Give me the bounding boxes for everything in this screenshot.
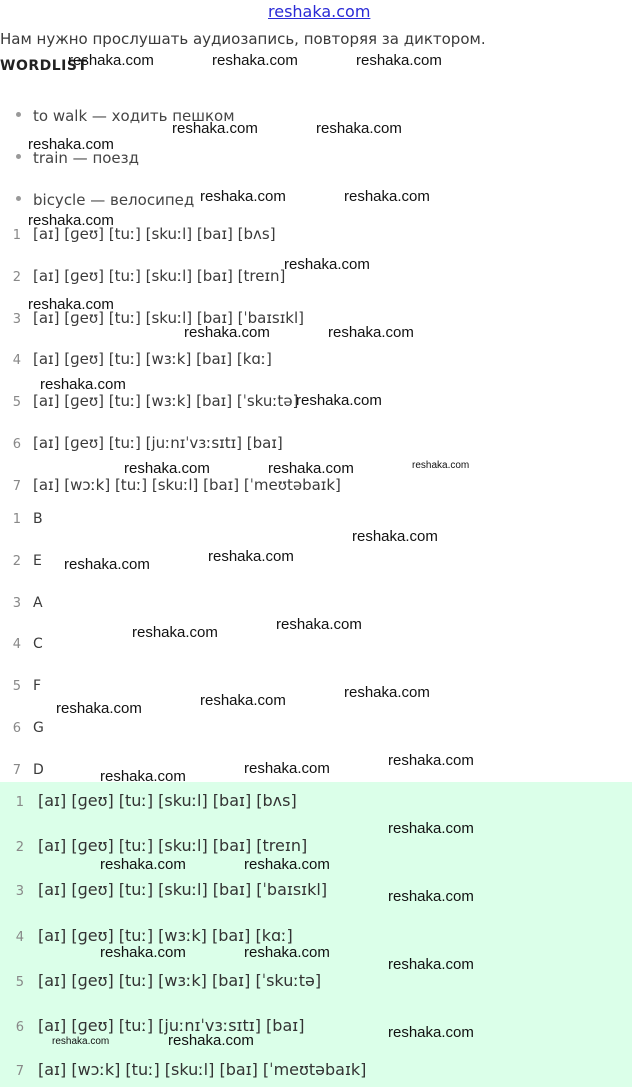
answer-letter: D	[33, 762, 44, 778]
watermark-text: reshaka.com	[388, 956, 474, 973]
row-number: 1	[12, 512, 21, 527]
transcription-text: [aɪ] [wɔːk] [tuː] [skuːl] [baɪ] [ˈmeʊtəbaɪk]	[38, 1060, 367, 1079]
watermark-text: reshaka.com	[296, 392, 382, 409]
answer-block-row	[10, 836, 307, 855]
row-number: 6	[15, 1020, 24, 1035]
watermark-text: reshaka.com	[200, 188, 286, 205]
watermark-text: reshaka.com	[244, 760, 330, 777]
answer-row	[7, 759, 44, 778]
answer-row	[7, 508, 43, 527]
answer-row	[7, 592, 43, 611]
answer-letter: G	[33, 720, 44, 736]
answer-row	[7, 717, 44, 736]
watermark-text: reshaka.com	[172, 120, 258, 137]
watermark-text: reshaka.com	[212, 52, 298, 69]
wordlist-item-text: train — поезд	[33, 149, 140, 167]
site-link[interactable]: reshaka.com	[268, 2, 371, 21]
answer-block-row	[10, 880, 327, 899]
answer-block-row	[10, 1060, 366, 1079]
watermark-text: reshaka.com	[64, 556, 150, 573]
answer-letter: C	[33, 636, 43, 652]
watermark-text: reshaka.com	[388, 888, 474, 905]
watermark-text: reshaka.com	[132, 624, 218, 641]
transcription-text: [aɪ] [ɡeʊ] [tuː] [wɜːk] [baɪ] [ˈskuːtə]	[38, 971, 322, 990]
watermark-text: reshaka.com	[100, 944, 186, 961]
watermark-text: reshaka.com	[316, 120, 402, 137]
watermark-text: reshaka.com	[388, 1024, 474, 1041]
answer-letter: B	[33, 511, 43, 527]
answer-row	[7, 675, 41, 694]
answer-block-row	[10, 926, 293, 945]
watermark-text: reshaka.com	[168, 1032, 254, 1049]
answer-letter: F	[33, 678, 42, 694]
transcription-text: [aɪ] [ɡeʊ] [tuː] [wɜːk] [baɪ] [ˈskuːtə]	[33, 392, 299, 410]
row-number: 2	[12, 554, 21, 569]
wordlist-item-text: bicycle — велосипед	[33, 191, 195, 209]
transcription-row	[7, 266, 285, 285]
bullet-icon	[16, 196, 21, 201]
answer-row	[7, 633, 43, 652]
row-number: 5	[12, 679, 21, 694]
row-number: 2	[15, 840, 24, 855]
transcription-row	[7, 391, 298, 410]
transcription-text: [aɪ] [ɡeʊ] [tuː] [skuːl] [baɪ] [bʌs]	[38, 791, 297, 810]
watermark-text: reshaka.com	[344, 684, 430, 701]
watermark-text: reshaka.com	[412, 460, 470, 471]
watermark-text: reshaka.com	[208, 548, 294, 565]
row-number: 5	[15, 975, 24, 990]
watermark-text: reshaka.com	[56, 700, 142, 717]
watermark-text: reshaka.com	[388, 752, 474, 769]
bullet-icon	[16, 112, 21, 117]
watermark-text: reshaka.com	[388, 820, 474, 837]
transcription-text: [aɪ] [ɡeʊ] [tuː] [skuːl] [baɪ] [treɪn]	[33, 267, 286, 285]
watermark-text: reshaka.com	[352, 528, 438, 545]
watermark-text: reshaka.com	[40, 376, 126, 393]
row-number: 1	[15, 795, 24, 810]
transcription-text: [aɪ] [ɡeʊ] [tuː] [skuːl] [baɪ] [ˈbaɪsɪkl]	[38, 880, 328, 899]
watermark-text: reshaka.com	[244, 856, 330, 873]
row-number: 5	[12, 395, 21, 410]
row-number: 6	[12, 437, 21, 452]
watermark-text: reshaka.com	[28, 296, 114, 313]
bullet-icon	[16, 154, 21, 159]
watermark-text: reshaka.com	[268, 460, 354, 477]
row-number: 4	[15, 930, 24, 945]
transcription-row	[7, 349, 272, 368]
watermark-text: reshaka.com	[28, 136, 114, 153]
watermark-text: reshaka.com	[184, 324, 270, 341]
watermark-text: reshaka.com	[68, 52, 154, 69]
watermark-text: reshaka.com	[344, 188, 430, 205]
answer-block-row	[10, 971, 321, 990]
watermark-text: reshaka.com	[124, 460, 210, 477]
watermark-text: reshaka.com	[356, 52, 442, 69]
watermark-text: reshaka.com	[100, 768, 186, 785]
watermark-text: reshaka.com	[328, 324, 414, 341]
row-number: 4	[12, 637, 21, 652]
answer-row	[7, 550, 42, 569]
transcription-text: [aɪ] [ɡeʊ] [tuː] [wɜːk] [baɪ] [kɑː]	[33, 350, 272, 368]
answer-letter: E	[33, 553, 42, 569]
transcription-text: [aɪ] [wɔːk] [tuː] [skuːl] [baɪ] [ˈmeʊtəbaɪk]	[33, 476, 341, 494]
transcription-text: [aɪ] [ɡeʊ] [tuː] [juːnɪˈvɜːsɪtɪ] [baɪ]	[33, 434, 283, 452]
row-number: 7	[15, 1064, 24, 1079]
transcription-text: [aɪ] [ɡeʊ] [tuː] [wɜːk] [baɪ] [kɑː]	[38, 926, 293, 945]
watermark-text: reshaka.com	[100, 856, 186, 873]
wordlist-item	[16, 191, 194, 209]
wordlist-item-text: to walk — ходить пешком	[33, 107, 235, 125]
watermark-text: reshaka.com	[52, 1036, 110, 1047]
watermark-text: reshaka.com	[244, 944, 330, 961]
answer-letter: A	[33, 595, 43, 611]
transcription-text: [aɪ] [ɡeʊ] [tuː] [juːnɪˈvɜːsɪtɪ] [baɪ]	[38, 1016, 305, 1035]
watermark-text: reshaka.com	[200, 692, 286, 709]
watermark-text: reshaka.com	[28, 212, 114, 229]
row-number: 3	[12, 312, 21, 327]
watermark-text: reshaka.com	[284, 256, 370, 273]
intro-text: Нам нужно прослушать аудиозапись, повторяя за диктором.	[0, 30, 486, 48]
watermark-text: reshaka.com	[276, 616, 362, 633]
row-number: 7	[12, 763, 21, 778]
transcription-text: [aɪ] [ɡeʊ] [tuː] [skuːl] [baɪ] [bʌs]	[33, 225, 276, 243]
row-number: 3	[12, 596, 21, 611]
row-number: 6	[12, 721, 21, 736]
row-number: 2	[12, 270, 21, 285]
transcription-text: [aɪ] [ɡeʊ] [tuː] [skuːl] [baɪ] [treɪn]	[38, 836, 308, 855]
transcription-row	[7, 433, 283, 452]
row-number: 1	[12, 228, 21, 243]
row-number: 3	[15, 884, 24, 899]
transcription-text: [aɪ] [ɡeʊ] [tuː] [skuːl] [baɪ] [ˈbaɪsɪkl]	[33, 309, 304, 327]
wordlist-title: WORDLIST	[0, 58, 88, 74]
transcription-row	[7, 475, 341, 494]
answer-block-row	[10, 1016, 304, 1035]
row-number: 7	[12, 479, 21, 494]
answer-block-row	[10, 791, 297, 810]
row-number: 4	[12, 353, 21, 368]
